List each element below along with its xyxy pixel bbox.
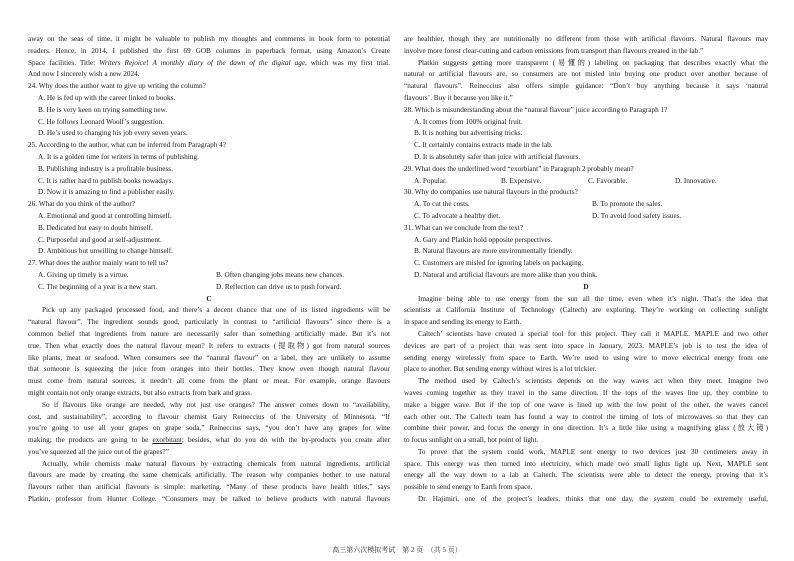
passage-d-paragraph-1 [404, 294, 768, 329]
text-line: energy all the way down to a lab at Caltech. The scientists were able to detect the energy, proving that it’s [404, 471, 768, 480]
passage-d-paragraph-5 [404, 494, 768, 506]
option: A. Giving up timely is a virtue. [38, 270, 129, 279]
text-line: Pick up any packaged processed food, and there’s a decent chance that one of its listed ingredients will be [42, 306, 390, 315]
text-line: And now I sincerely wish a new 2024. [28, 70, 140, 79]
question-stem: 27. What does the author mainly want to tell us? [28, 259, 169, 268]
right-column [404, 34, 768, 506]
text-line: make a bigger wave. But if the top of one wave is lined up with the low point of the other, the waves cancel [404, 400, 768, 409]
text-line: “natural flavours”. Reineccius also offers simple guidance: “Don’t buy anything because it says ‘natural [404, 82, 768, 91]
passage-d-paragraph-4 [404, 447, 768, 494]
question-stem: 29. What does the underlined word “exorbiant” in Paragraph 2 probably mean? [404, 164, 634, 173]
question-24 [28, 81, 390, 140]
option: D. Natural and artificial flavours are more alike than you think. [414, 270, 598, 279]
option: D. Now it is amazing to find a publisher easily. [38, 188, 175, 197]
text-line: each other out. The Caltech team has found a way to control the timing of lots of microwaves so that they can [404, 412, 768, 421]
text-line: Dr. Hajimiri, one of the project’s leaders, thinks that one day, the system could be extremely useful, [418, 495, 768, 504]
text-line: scientists at California Institute of Technology (Caltech) are exploring. They’re working on collecting sunlight [404, 306, 768, 315]
text-line: The method used by Caltech’s scientists depends on the way waves act when they meet. Imagine two [418, 377, 768, 386]
option: A. He is fed up with the career linked to books. [38, 93, 176, 102]
text-line: readers. Hence, in 2014, I published the first 69 GOB columns in paperback format, using Amazon’s Create [28, 46, 390, 55]
option: C. The beginning of a year is a new start. [38, 282, 158, 291]
option-row [404, 199, 768, 211]
text-line: that someone is squeezing the juice from oranges into their bottles. They know even though natural flavour [28, 365, 390, 374]
option: D. To avoid food safety issues. [592, 211, 682, 220]
option: D. He’s used to changing his job every seven years. [38, 129, 188, 138]
question-25 [28, 140, 390, 199]
text-line: Imagine being able to use energy from the sun all the time, even when it’s night. That’s the idea that [418, 294, 768, 303]
option: A. It comes from 100% original fruit. [414, 117, 523, 126]
text-line: flavours rather than artificial flavours is simple: marketing. “Many of these products have health titles,” says [28, 483, 390, 492]
option: B. To promote the sales. [592, 200, 663, 209]
option: B. It is nothing but advertising tricks. [414, 129, 523, 138]
option: A. Gary and Platkin hold opposite perspectives. [414, 235, 553, 244]
text-line: must come from natural sources, it needn’t all come from the plant or meat. For example, orange flavours [28, 377, 390, 386]
left-column [28, 34, 390, 506]
option: B. Expensive. [501, 176, 542, 185]
option: A. Popular. [414, 176, 447, 185]
passage-c-paragraph-4 [404, 58, 768, 105]
question-27 [28, 258, 390, 293]
text-line: you’re going to use all your grapes on grape soda,” Reineccius says, “you don’t have any grapes for wine [28, 424, 390, 433]
text-line: like plants, meat or seafood. When consumers see the “natural flavour” on a label, they are unlikely to assume [28, 353, 390, 362]
option: C. It certainly contains extracts made in the lab. [414, 141, 553, 150]
option-row [404, 211, 768, 223]
option: A. It is a golden time for writers in terms of publishing. [38, 152, 199, 161]
book-title: Writers Rejoice! A monthly diary of the dawn of the digital age [99, 58, 306, 67]
option: C. To advocate a healthy diet. [414, 211, 501, 220]
text-line: Platkin suggests getting more transparent (易懂的) labeling on packaging that describes exactly what the [418, 58, 768, 67]
text-line: Platkin, professor from Hunter College. “Consumers may be talked to believe products with natural flavours [28, 495, 390, 504]
text-line: So if flavours like orange are needed, why not just use oranges? The answer comes down to “availability, [42, 400, 390, 409]
passage-d-paragraph-3 [404, 376, 768, 447]
option-row [28, 282, 390, 294]
section-d-heading: D [583, 282, 589, 291]
question-stem: 24. Why does the author want to give up writing the column? [28, 82, 206, 91]
text-line: common belief that ingredients from nature are necessarily safer than something artificially made. But it’s not [28, 329, 390, 338]
question-stem: 25. According to the author, what can be inferred from Paragraph 4? [28, 141, 227, 150]
option: B. Often changing jobs means new chances. [216, 270, 345, 279]
option: C. Customers are misled for ignoring labels on packaging. [414, 259, 584, 268]
question-stem: 26. What do you think of the author? [28, 200, 135, 209]
text-line: Caltech’ scientists have created a special tool for this project. They call it MAPLE. MAPLE and two other [418, 329, 768, 338]
underlined-word: exorbitant [152, 436, 182, 445]
option: A. To cut the costs. [414, 200, 470, 209]
text-line: waves coming together as they travel in the same direction. If the tops of the waves line up, they combine to [404, 388, 768, 397]
question-29 [404, 164, 768, 188]
question-31 [404, 223, 768, 282]
text-line: To prove that the system could work, MAPLE sent energy to two devices just 30 centimeters away in [418, 447, 768, 456]
text-line: you’ve squeezed all the juice out of the grapes?” [28, 447, 169, 456]
option: B. Dedicated but easy to doubt himself. [38, 223, 153, 232]
text-line: sending energy wirelessly from space to Earth. We’re used to using wire to move electrical energy from one [404, 353, 768, 362]
text-line: to focus sunlight on a small, hot point of light. [404, 436, 539, 445]
text-line: are healthier, though they are nutritionally no different from those with artificial flavours. Natural flavours may [404, 35, 768, 43]
question-30 [404, 187, 768, 222]
text-line: possible to send energy to Earth from space. [404, 483, 533, 492]
passage-c-continued [404, 34, 768, 58]
passage-c-paragraph-1 [28, 305, 390, 399]
section-c-heading: C [206, 294, 212, 303]
option: D. Innovative. [675, 176, 717, 185]
option: B. He is very keen on trying something new. [38, 105, 168, 114]
option: C. Favorable. [588, 176, 628, 185]
option: C. He follows Leonard Woolf’s suggestion. [38, 117, 164, 126]
option: B. Publishing industry is a profitable business. [38, 164, 173, 173]
text-line: making; the products are going to be exorbitant; besides, what do you do with the by-products you create after [28, 436, 390, 445]
text-line: natural or artificial flavours are, so consumers are not misled into buying one product over another because of [404, 70, 768, 79]
text-line: away on the seas of time, it might be valuable to publish my thoughts and comments in book form to potential [28, 35, 390, 43]
text-line: cost, and sustainability”, according to flavour chemist Gary Reineccius of the University of Minnesota. “If [28, 412, 390, 421]
text-line: in space and sending its energy to Earth. [404, 318, 522, 327]
question-28 [404, 105, 768, 164]
question-stem: 28. Which is misunderstanding about the “natural flavour” juice according to Paragraph 1? [404, 105, 668, 114]
intro-paragraph [28, 34, 390, 81]
passage-c-paragraph-3 [28, 459, 390, 506]
text-line: Actually, while chemists make natural flavours by extracting chemicals from natural ingredients, artificial [42, 459, 390, 468]
option: D. Reflection can drive us to push forward. [216, 282, 342, 291]
option: A. Emotional and good at controlling himself. [38, 211, 172, 220]
option-row [404, 176, 768, 188]
text-line: devices are part of a project that was sent into space in January, 2023. MAPLE’s job is to test the idea of [404, 341, 768, 350]
text-line: “natural flavour”. The ingredient sounds good, particularly in contrast to “artificial flavours” since there is a [28, 318, 390, 327]
text-line: place to another. But sending energy without wires is a lot trickier. [404, 365, 597, 374]
option: C. Purposeful and good at self-adjustment. [38, 235, 162, 244]
text-line: true. Then what exactly does the natural flavour mean? It refers to extracts (提取物) got from natural sources [28, 341, 390, 350]
text-line: might contain not only orange extracts, but also extracts from bark and grass. [28, 388, 252, 397]
text-line: Space facilities. Title: Writers Rejoice! A monthly diary of the dawn of the digital age, which was my first trial. [28, 58, 390, 67]
text-line: involve more forest clear-cutting and carbon emissions from transport than flavours created in the lab.” [404, 46, 704, 55]
text-line: flavours are made by creating the same chemicals artificially. The reason why companies bother to use natural [28, 471, 390, 480]
passage-d-paragraph-2 [404, 329, 768, 376]
option: D. It is absolutely safer than juice with artificial flavours. [414, 152, 581, 161]
option-row [28, 270, 390, 282]
question-stem: 31. What can we conclude from the text? [404, 223, 524, 232]
passage-c-paragraph-2 [28, 400, 390, 459]
option: B. Natural flavours are more environmentally friendly. [414, 247, 573, 256]
text-line: space. This energy was then turned into electricity, which made two small lights light up. Next, MAPLE sent [404, 459, 768, 468]
text-line: flavours’. Buy it because you like it.” [404, 93, 513, 102]
option: C. It is rather hard to publish books nowadays. [38, 176, 174, 185]
text-line: combine their power, and focus the energy in one direction. It’s a little like using a magnifying glass (放大镜) [404, 424, 768, 433]
option: D. Ambitious but unwilling to change himself. [38, 247, 173, 256]
question-26 [28, 199, 390, 258]
page-footer: 高三第六次模拟考试 第 2 页 （共 5 页） [332, 546, 462, 554]
question-stem: 30. Why do companies use natural flavours in the products? [404, 188, 578, 197]
